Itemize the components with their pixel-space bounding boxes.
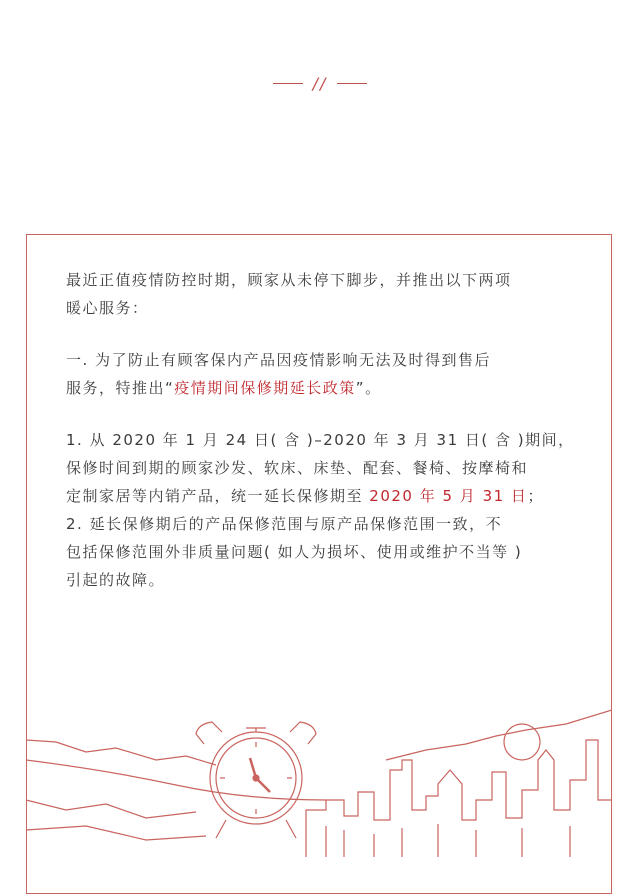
- item2-line-3: 引起的故障。: [66, 571, 166, 589]
- mountain-outline: [26, 740, 216, 765]
- item1-suffix: ；: [527, 487, 544, 505]
- article-body: [66, 266, 586, 594]
- skyline: [306, 740, 612, 857]
- section1-line-2: [66, 374, 586, 402]
- sun-icon: [504, 724, 540, 760]
- intro-line-1: 最近正值疫情防控时期，顾家从未停下脚步，并推出以下两项: [66, 271, 512, 289]
- policy-highlight: 疫情期间保修期延长政策: [174, 379, 356, 397]
- mountain-outline-right: [386, 710, 612, 760]
- item2-line-2: 包括保修范围外非质量问题( 如人为损坏、使用或维护不当等 ): [66, 543, 523, 561]
- section1-prefix: 服务，特推出“: [66, 379, 175, 397]
- divider-line-left: [273, 83, 303, 84]
- section1-suffix: ”。: [355, 379, 382, 397]
- section1-line-1: 一. 为了防止有顾客保内产品因疫情影响无法及时得到售后: [66, 351, 492, 369]
- item1-line-2: 保修时间到期的顾家沙发、软床、床垫、配套、餐椅、按摩椅和: [66, 459, 529, 477]
- divider-slash: //: [312, 74, 328, 93]
- section-divider: [0, 74, 640, 93]
- item2-line-1: 2. 延长保修期后的产品保修范围与原产品保修范围一致，不: [66, 515, 503, 533]
- city-alarm-clock-illustration: [26, 700, 612, 857]
- hill-curve: [26, 760, 326, 800]
- item1-prefix: 定制家居等内销产品，统一延长保修期至: [66, 487, 370, 505]
- divider-line-right: [337, 83, 367, 84]
- intro-line-2: 暖心服务：: [66, 299, 149, 317]
- item1-line-3: [66, 482, 586, 510]
- item1-line-1: 1. 从 2020 年 1 月 24 日( 含 )–2020 年 3 月 31 日( 含 )期间，: [66, 431, 575, 449]
- date-highlight: 2020 年 5 月 31 日: [369, 487, 528, 505]
